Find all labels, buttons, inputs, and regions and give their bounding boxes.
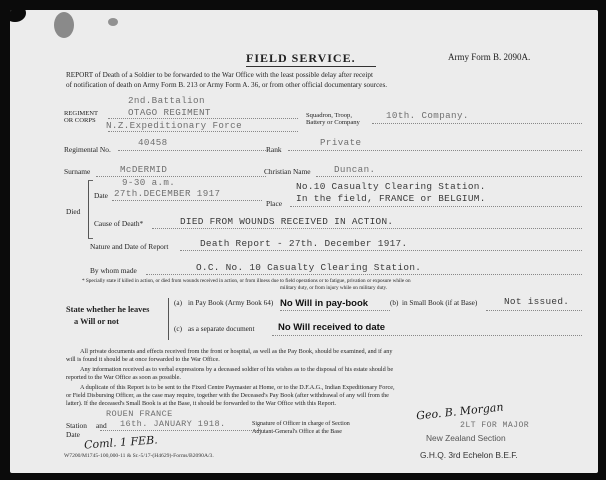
cause-label: Cause of Death* [94, 219, 144, 228]
signature-title: 2LT FOR MAJOR [460, 421, 530, 430]
regiment-dotline [108, 118, 298, 119]
christian-name-label: Christian Name [264, 167, 311, 176]
footnote-line-2: military duty, or from injury while on military duty. [280, 285, 388, 291]
instruction-2b: reported to the War Office as soon as possible. [66, 374, 181, 381]
pay-book-label-a: (a) [174, 299, 182, 307]
ink-speck [108, 18, 118, 26]
rank-dotline [288, 150, 582, 151]
small-book-value: Not issued. [504, 296, 570, 307]
regimental-no-label: Regimental No. [64, 145, 111, 154]
squadron-label-1: Squadron, Troop, [306, 112, 352, 119]
died-bracket-bottom [88, 238, 93, 239]
army-form-b2090a [10, 10, 598, 473]
date-value: 27th.DECEMBER 1917 [114, 188, 221, 199]
pay-book-label: in Pay Book (Army Book 64) [188, 299, 274, 307]
form-number: Army Form B. 2090A. [448, 52, 531, 62]
place-label: Place [266, 199, 283, 208]
ink-blot [54, 12, 74, 38]
corner-tear [10, 10, 26, 22]
corps-dotline [108, 131, 298, 132]
date-footer-label: Date [66, 430, 80, 439]
instruction-1b: will is found it should be at once forwarded to the War Office. [66, 356, 220, 363]
small-book-dotline [486, 310, 582, 311]
nature-label: Nature and Date of Report [90, 242, 169, 251]
regimental-no-value: 40458 [138, 137, 168, 148]
instruction-2a: Any information received as to verbal expressions by a deceased soldier of his wishes as to the disposal of his estate should be [80, 366, 394, 373]
christian-name-dotline [316, 176, 582, 177]
or-corps-label: OR CORPS [64, 117, 96, 124]
surname-value: McDERMID [120, 164, 168, 175]
signature: Geo. B. Morgan [415, 400, 505, 423]
intro-line-1: REPORT of Death of a Soldier to be forwarded to the War Office with the least possible delay after receipt [66, 71, 373, 79]
regiment-label: REGIMENT [64, 110, 99, 117]
footer-date-dotline [100, 430, 260, 431]
by-whom-value: O.C. No. 10 Casualty Clearing Station. [196, 262, 422, 273]
cause-dotline [152, 228, 582, 229]
stamp-line-2: G.H.Q. 3rd Echelon B.E.F. [420, 450, 518, 460]
time-value: 9-30 a.m. [122, 177, 176, 188]
separate-doc-label: as a separate document [188, 325, 255, 333]
place-value-1: No.10 Casualty Clearing Station. [296, 181, 486, 192]
small-book-label: in Small Book (if at Base) [402, 299, 478, 307]
by-whom-dotline [146, 274, 582, 275]
will-bracket [168, 298, 169, 340]
instruction-3a: A duplicate of this Report is to be sent to the Fixed Centre Paymaster at Home, or to the D.F.A.G., Indian Expeditionary Force, [80, 384, 395, 391]
signature-label-2: Adjutant-General's Office at the Base [252, 429, 342, 435]
report-value: Death Report - 27th. December 1917. [200, 238, 408, 249]
signature-label-1: Signature of Officer in charge of Section [252, 421, 350, 427]
corps-value: N.Z.Expeditionary Force [106, 120, 243, 131]
regiment-value: OTAGO REGIMENT [128, 107, 211, 118]
surname-label: Surname [64, 167, 91, 176]
and-label: and [96, 421, 107, 430]
printer-line: W7200/M1745-100,000-11 & Sr.-5/17-(H4629)-Forms/B2090A/3. [64, 453, 214, 459]
christian-name-value: Duncan. [334, 164, 376, 175]
company-dotline [372, 123, 582, 124]
died-bracket-top [88, 180, 93, 181]
rank-label: Rank [266, 145, 282, 154]
place-value-2: In the field, FRANCE or BELGIUM. [296, 193, 486, 204]
place-dotline [290, 206, 582, 207]
date-footer-value: 16th. JANUARY 1918. [120, 419, 226, 429]
report-dotline [180, 250, 582, 251]
instruction-3b: or Field Disbursing Officer, as the case may require, together with the Deceased's Pay Book (after withdrawal of any will from the [66, 392, 389, 399]
instruction-1a: All private documents and effects received from the front or hospital, as well as the Pay Book, should be examined, and if any [80, 348, 393, 355]
squadron-label-2: Battery or Company [306, 119, 360, 126]
separate-doc-label-c: (c) [174, 325, 182, 333]
rank-value: Private [320, 137, 362, 148]
battalion-value: 2nd.Battalion [128, 95, 205, 106]
intro-line-2: of notification of death on Army Form B. 213 or Army Form A. 36, or from other official documentary sources. [66, 81, 388, 89]
footnote-line-1: * Specially state if killed in action, or died from wounds received in action, or from illness due to field operations or to fatigue, privation or exposure while on [82, 278, 411, 284]
small-book-label-b: (b) [390, 299, 399, 307]
pay-book-dotline [280, 310, 390, 311]
company-value: 10th. Company. [386, 110, 469, 121]
by-whom-label: By whom made [90, 266, 137, 275]
died-bracket [88, 180, 89, 238]
stamp-line-1: New Zealand Section [426, 433, 506, 443]
station-label: Station [66, 421, 87, 430]
died-label: Died [66, 207, 81, 216]
pay-book-will-value: No Will in pay-book [280, 298, 369, 309]
station-value: ROUEN FRANCE [106, 409, 173, 419]
date-dotline [112, 200, 262, 201]
separate-doc-dotline [272, 335, 582, 336]
date-label: Date [94, 191, 108, 200]
regimental-no-dotline [118, 150, 268, 151]
title-underline [246, 66, 376, 67]
handwritten-date: Coml. 1 FEB. [83, 433, 159, 452]
form-title: FIELD SERVICE. [246, 51, 356, 65]
separate-doc-value: No Will received to date [278, 322, 386, 333]
instruction-3c: latter). If the deceased's Small Book is at the Base, it should be forwarded to the War Office with this Report. [66, 400, 336, 407]
cause-value: DIED FROM WOUNDS RECEIVED IN ACTION. [180, 216, 394, 227]
will-question-1: State whether he leaves [66, 305, 150, 314]
will-question-2: a Will or not [74, 317, 119, 326]
